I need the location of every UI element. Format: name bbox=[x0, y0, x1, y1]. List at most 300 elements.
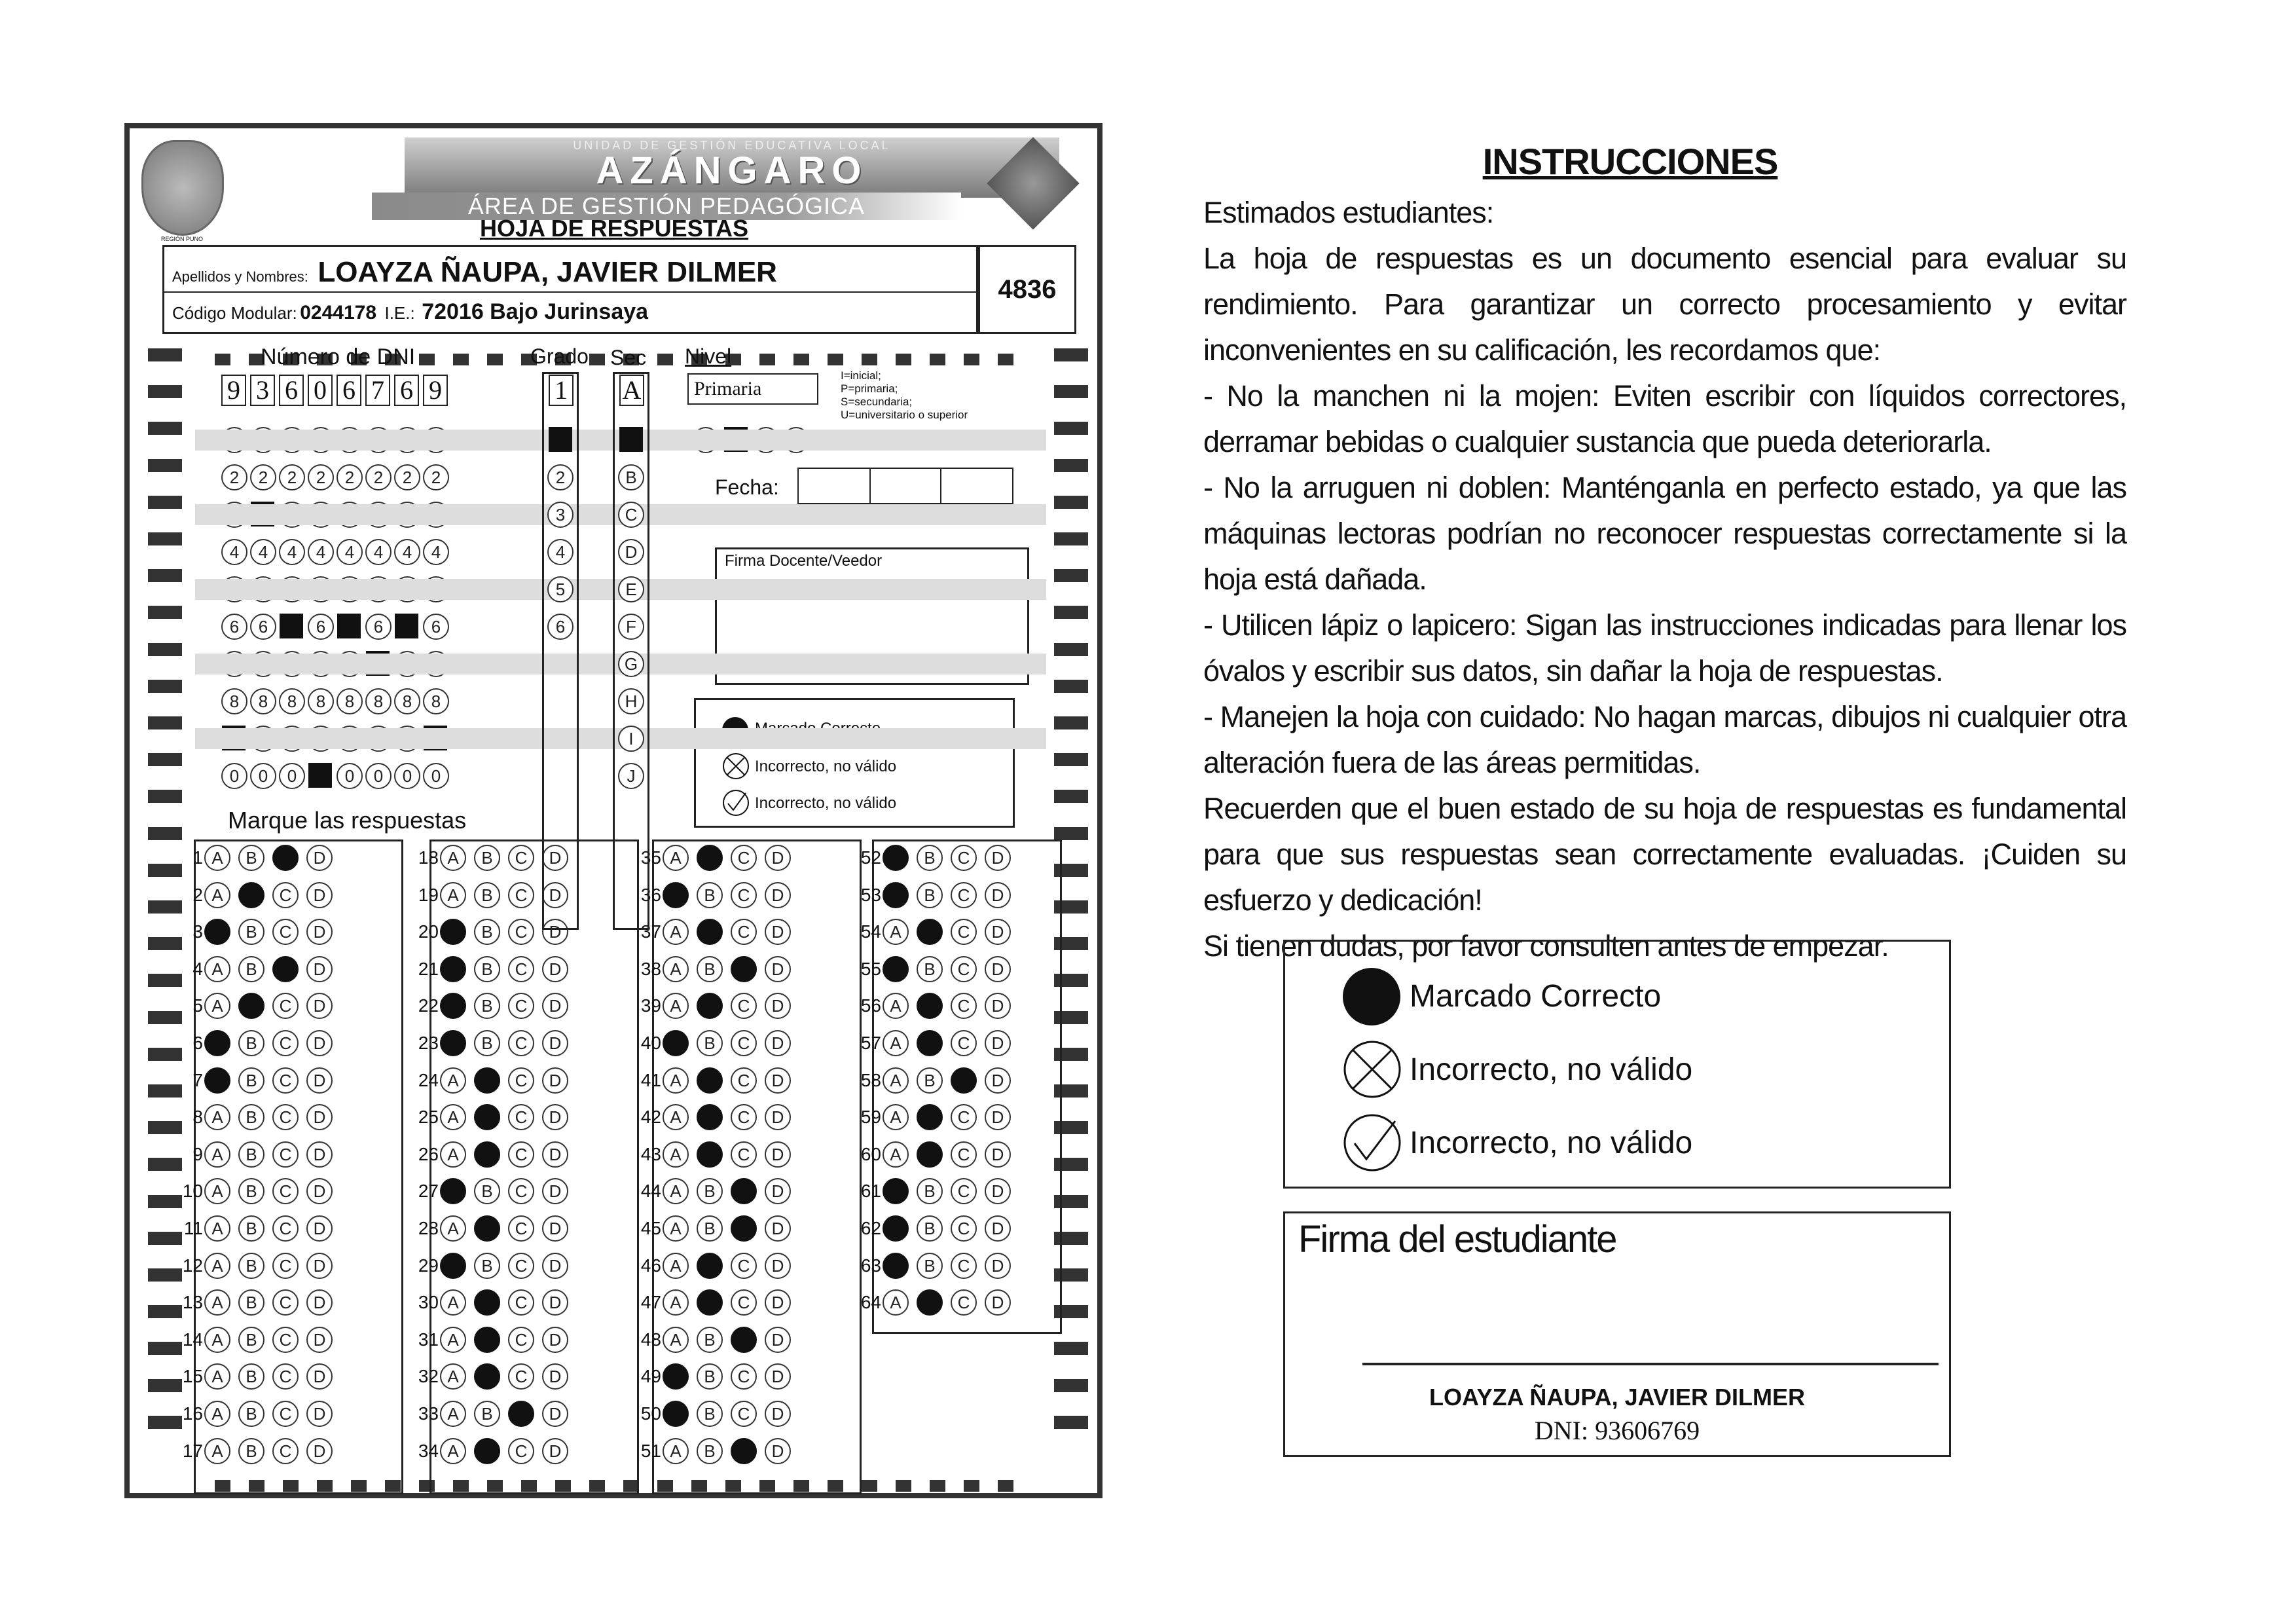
answer-bubble-c[interactable]: C bbox=[951, 1030, 977, 1056]
answer-bubble-d[interactable]: D bbox=[306, 1030, 333, 1056]
answer-bubble-b[interactable]: B bbox=[238, 845, 264, 871]
answer-bubble-a[interactable]: A bbox=[440, 845, 466, 871]
answer-bubble-d[interactable]: D bbox=[765, 1363, 791, 1390]
answer-bubble-a[interactable]: A bbox=[883, 1141, 909, 1168]
answer-bubble-a[interactable]: A bbox=[440, 1215, 466, 1242]
answer-bubble-c[interactable]: C bbox=[951, 1289, 977, 1316]
answer-bubble-c[interactable]: C bbox=[272, 1178, 299, 1204]
answer-bubble-c[interactable] bbox=[508, 1401, 534, 1427]
answer-bubble-b[interactable]: B bbox=[238, 1327, 264, 1353]
answer-bubble-c[interactable]: C bbox=[272, 1253, 299, 1279]
sec-bubble[interactable]: E bbox=[618, 576, 644, 602]
answer-bubble-b[interactable]: B bbox=[238, 956, 264, 982]
answer-bubble-d[interactable]: D bbox=[542, 1289, 568, 1316]
answer-bubble-a[interactable] bbox=[440, 919, 466, 945]
answer-bubble-a[interactable] bbox=[204, 919, 230, 945]
answer-bubble-a[interactable] bbox=[883, 882, 909, 908]
answer-bubble-b[interactable]: B bbox=[917, 1215, 943, 1242]
answer-bubble-b[interactable]: B bbox=[238, 1401, 264, 1427]
answer-bubble-c[interactable]: C bbox=[951, 845, 977, 871]
answer-bubble-a[interactable] bbox=[883, 1253, 909, 1279]
answer-bubble-b[interactable]: B bbox=[917, 1067, 943, 1094]
dni-bubble-filled[interactable] bbox=[308, 763, 332, 788]
answer-bubble-a[interactable]: A bbox=[883, 993, 909, 1019]
answer-bubble-c[interactable]: C bbox=[272, 882, 299, 908]
dni-bubble[interactable]: 4 bbox=[279, 539, 305, 565]
answer-bubble-c[interactable]: C bbox=[272, 1289, 299, 1316]
answer-bubble-d[interactable]: D bbox=[765, 1215, 791, 1242]
answer-bubble-b[interactable]: B bbox=[238, 1253, 264, 1279]
answer-bubble-d[interactable]: D bbox=[765, 1030, 791, 1056]
answer-bubble-a[interactable] bbox=[883, 956, 909, 982]
answer-bubble-a[interactable]: A bbox=[663, 1253, 689, 1279]
answer-bubble-b[interactable] bbox=[697, 845, 723, 871]
dni-bubble[interactable]: 0 bbox=[423, 763, 449, 789]
answer-bubble-d[interactable]: D bbox=[765, 956, 791, 982]
answer-bubble-a[interactable] bbox=[663, 882, 689, 908]
answer-bubble-b[interactable] bbox=[474, 1438, 500, 1464]
answer-bubble-a[interactable]: A bbox=[440, 1067, 466, 1094]
answer-bubble-a[interactable]: A bbox=[663, 845, 689, 871]
answer-bubble-b[interactable]: B bbox=[238, 1104, 264, 1130]
answer-bubble-a[interactable]: A bbox=[663, 1327, 689, 1353]
answer-bubble-b[interactable]: B bbox=[917, 1253, 943, 1279]
answer-bubble-a[interactable]: A bbox=[440, 1327, 466, 1353]
dni-bubble[interactable]: 2 bbox=[250, 464, 276, 490]
answer-bubble-b[interactable]: B bbox=[917, 1178, 943, 1204]
answer-bubble-b[interactable] bbox=[474, 1327, 500, 1353]
answer-bubble-a[interactable]: A bbox=[204, 845, 230, 871]
dni-bubble-filled[interactable] bbox=[280, 614, 303, 638]
answer-bubble-a[interactable]: A bbox=[440, 1289, 466, 1316]
answer-bubble-a[interactable]: A bbox=[663, 956, 689, 982]
answer-bubble-d[interactable]: D bbox=[306, 993, 333, 1019]
dni-bubble[interactable]: 6 bbox=[365, 614, 392, 640]
answer-bubble-d[interactable]: D bbox=[985, 845, 1011, 871]
answer-bubble-a[interactable]: A bbox=[204, 1363, 230, 1390]
dni-bubble[interactable]: 0 bbox=[337, 763, 363, 789]
answer-bubble-b[interactable] bbox=[917, 1030, 943, 1056]
dni-bubble[interactable]: 6 bbox=[423, 614, 449, 640]
answer-bubble-a[interactable] bbox=[883, 845, 909, 871]
answer-bubble-d[interactable]: D bbox=[306, 882, 333, 908]
dni-bubble[interactable]: 2 bbox=[394, 464, 420, 490]
answer-bubble-b[interactable] bbox=[697, 919, 723, 945]
answer-bubble-b[interactable]: B bbox=[474, 993, 500, 1019]
answer-bubble-c[interactable]: C bbox=[508, 956, 534, 982]
answer-bubble-b[interactable] bbox=[474, 1141, 500, 1168]
answer-bubble-b[interactable]: B bbox=[917, 882, 943, 908]
answer-bubble-a[interactable]: A bbox=[204, 993, 230, 1019]
answer-bubble-d[interactable]: D bbox=[765, 882, 791, 908]
answer-bubble-d[interactable]: D bbox=[306, 1141, 333, 1168]
answer-bubble-d[interactable]: D bbox=[542, 1215, 568, 1242]
answer-bubble-d[interactable]: D bbox=[306, 1104, 333, 1130]
answer-bubble-c[interactable]: C bbox=[508, 993, 534, 1019]
answer-bubble-b[interactable]: B bbox=[238, 1178, 264, 1204]
answer-bubble-c[interactable]: C bbox=[272, 1363, 299, 1390]
answer-bubble-d[interactable]: D bbox=[985, 1104, 1011, 1130]
answer-bubble-d[interactable]: D bbox=[542, 919, 568, 945]
answer-bubble-c[interactable]: C bbox=[508, 1253, 534, 1279]
answer-bubble-c[interactable] bbox=[272, 956, 299, 982]
answer-bubble-c[interactable]: C bbox=[508, 845, 534, 871]
answer-bubble-d[interactable]: D bbox=[542, 1067, 568, 1094]
answer-bubble-d[interactable]: D bbox=[765, 1327, 791, 1353]
dni-bubble[interactable]: 4 bbox=[394, 539, 420, 565]
answer-bubble-a[interactable] bbox=[204, 1067, 230, 1094]
sec-bubble[interactable]: D bbox=[618, 539, 644, 565]
dni-bubble[interactable]: 2 bbox=[279, 464, 305, 490]
answer-bubble-d[interactable]: D bbox=[542, 845, 568, 871]
sec-bubble[interactable]: I bbox=[618, 726, 644, 752]
answer-bubble-b[interactable]: B bbox=[917, 845, 943, 871]
answer-bubble-d[interactable]: D bbox=[306, 1363, 333, 1390]
answer-bubble-c[interactable]: C bbox=[731, 845, 757, 871]
answer-bubble-b[interactable]: B bbox=[474, 1178, 500, 1204]
sec-bubble-filled[interactable] bbox=[619, 427, 643, 452]
student-signature-box[interactable] bbox=[1283, 1211, 1951, 1457]
answer-bubble-b[interactable]: B bbox=[697, 956, 723, 982]
answer-bubble-a[interactable]: A bbox=[204, 1141, 230, 1168]
answer-bubble-d[interactable]: D bbox=[765, 1141, 791, 1168]
answer-bubble-c[interactable]: C bbox=[731, 1363, 757, 1390]
answer-bubble-b[interactable] bbox=[697, 1104, 723, 1130]
dni-bubble[interactable]: 4 bbox=[423, 539, 449, 565]
answer-bubble-c[interactable]: C bbox=[508, 1327, 534, 1353]
answer-bubble-c[interactable]: C bbox=[272, 919, 299, 945]
answer-bubble-b[interactable] bbox=[917, 1104, 943, 1130]
dni-bubble[interactable]: 4 bbox=[308, 539, 334, 565]
dni-bubble[interactable]: 4 bbox=[365, 539, 392, 565]
answer-bubble-c[interactable]: C bbox=[951, 882, 977, 908]
answer-bubble-a[interactable]: A bbox=[204, 1401, 230, 1427]
answer-bubble-a[interactable]: A bbox=[883, 919, 909, 945]
answer-bubble-d[interactable]: D bbox=[542, 1178, 568, 1204]
answer-bubble-d[interactable]: D bbox=[542, 1253, 568, 1279]
answer-bubble-c[interactable]: C bbox=[508, 1363, 534, 1390]
grado-bubble-filled[interactable] bbox=[549, 427, 572, 452]
answer-bubble-d[interactable]: D bbox=[765, 1401, 791, 1427]
answer-bubble-b[interactable] bbox=[917, 919, 943, 945]
dni-bubble[interactable]: 0 bbox=[365, 763, 392, 789]
answer-bubble-c[interactable]: C bbox=[731, 1030, 757, 1056]
grado-bubble[interactable]: 5 bbox=[547, 576, 574, 602]
answer-bubble-d[interactable]: D bbox=[765, 1178, 791, 1204]
answer-bubble-b[interactable]: B bbox=[474, 956, 500, 982]
answer-bubble-d[interactable]: D bbox=[306, 1438, 333, 1464]
sec-bubble[interactable]: C bbox=[618, 502, 644, 528]
answer-bubble-a[interactable]: A bbox=[663, 1104, 689, 1130]
answer-bubble-d[interactable]: D bbox=[765, 1104, 791, 1130]
answer-bubble-a[interactable]: A bbox=[204, 882, 230, 908]
answer-bubble-c[interactable]: C bbox=[508, 1104, 534, 1130]
answer-bubble-a[interactable]: A bbox=[204, 1438, 230, 1464]
answer-bubble-c[interactable]: C bbox=[508, 1067, 534, 1094]
answer-bubble-b[interactable]: B bbox=[474, 845, 500, 871]
answer-bubble-a[interactable]: A bbox=[204, 1327, 230, 1353]
dni-bubble[interactable]: 8 bbox=[250, 688, 276, 714]
answer-bubble-c[interactable]: C bbox=[508, 1030, 534, 1056]
answer-bubble-c[interactable]: C bbox=[731, 1141, 757, 1168]
answer-bubble-d[interactable]: D bbox=[542, 1438, 568, 1464]
answer-bubble-a[interactable]: A bbox=[204, 956, 230, 982]
sec-bubble[interactable]: B bbox=[618, 464, 644, 490]
answer-bubble-a[interactable]: A bbox=[440, 882, 466, 908]
answer-bubble-a[interactable]: A bbox=[883, 1067, 909, 1094]
answer-bubble-d[interactable]: D bbox=[765, 1067, 791, 1094]
answer-bubble-b[interactable]: B bbox=[697, 1401, 723, 1427]
answer-bubble-c[interactable]: C bbox=[508, 1289, 534, 1316]
answer-bubble-a[interactable] bbox=[440, 1030, 466, 1056]
answer-bubble-a[interactable]: A bbox=[663, 1178, 689, 1204]
grado-bubble[interactable]: 3 bbox=[547, 502, 574, 528]
answer-bubble-d[interactable]: D bbox=[542, 1030, 568, 1056]
answer-bubble-d[interactable]: D bbox=[306, 1215, 333, 1242]
answer-bubble-b[interactable] bbox=[697, 1141, 723, 1168]
answer-bubble-c[interactable]: C bbox=[731, 882, 757, 908]
answer-bubble-c[interactable] bbox=[951, 1067, 977, 1094]
answer-bubble-c[interactable]: C bbox=[951, 1178, 977, 1204]
sec-bubble[interactable]: F bbox=[618, 614, 644, 640]
dni-bubble[interactable]: 6 bbox=[250, 614, 276, 640]
answer-bubble-c[interactable]: C bbox=[272, 1401, 299, 1427]
answer-bubble-c[interactable] bbox=[731, 1215, 757, 1242]
answer-bubble-b[interactable] bbox=[917, 1141, 943, 1168]
answer-bubble-c[interactable]: C bbox=[951, 1253, 977, 1279]
answer-bubble-b[interactable]: B bbox=[474, 919, 500, 945]
answer-bubble-c[interactable]: C bbox=[272, 1215, 299, 1242]
answer-bubble-b[interactable]: B bbox=[238, 1438, 264, 1464]
dni-bubble-filled[interactable] bbox=[337, 614, 361, 638]
answer-bubble-b[interactable]: B bbox=[697, 1178, 723, 1204]
dni-bubble[interactable]: 6 bbox=[221, 614, 247, 640]
answer-bubble-b[interactable] bbox=[697, 1253, 723, 1279]
answer-bubble-b[interactable] bbox=[474, 1215, 500, 1242]
answer-bubble-b[interactable]: B bbox=[474, 1030, 500, 1056]
answer-bubble-c[interactable]: C bbox=[272, 1104, 299, 1130]
answer-bubble-b[interactable] bbox=[697, 1067, 723, 1094]
answer-bubble-c[interactable]: C bbox=[731, 993, 757, 1019]
answer-bubble-d[interactable]: D bbox=[306, 919, 333, 945]
answer-bubble-d[interactable]: D bbox=[306, 845, 333, 871]
dni-bubble[interactable]: 8 bbox=[365, 688, 392, 714]
answer-bubble-d[interactable]: D bbox=[542, 882, 568, 908]
answer-bubble-c[interactable]: C bbox=[272, 1438, 299, 1464]
answer-bubble-d[interactable]: D bbox=[765, 845, 791, 871]
answer-bubble-a[interactable]: A bbox=[883, 1030, 909, 1056]
answer-bubble-a[interactable] bbox=[663, 1401, 689, 1427]
answer-bubble-d[interactable]: D bbox=[985, 1067, 1011, 1094]
answer-bubble-d[interactable]: D bbox=[765, 1289, 791, 1316]
answer-bubble-a[interactable]: A bbox=[204, 1289, 230, 1316]
answer-bubble-c[interactable]: C bbox=[272, 1067, 299, 1094]
answer-bubble-a[interactable]: A bbox=[204, 1215, 230, 1242]
answer-bubble-d[interactable]: D bbox=[765, 1438, 791, 1464]
dni-bubble[interactable]: 4 bbox=[221, 539, 247, 565]
answer-bubble-b[interactable]: B bbox=[697, 882, 723, 908]
dni-bubble[interactable]: 8 bbox=[221, 688, 247, 714]
answer-bubble-a[interactable]: A bbox=[883, 1289, 909, 1316]
answer-bubble-c[interactable] bbox=[272, 845, 299, 871]
answer-bubble-b[interactable]: B bbox=[238, 1363, 264, 1390]
answer-bubble-b[interactable]: B bbox=[238, 1141, 264, 1168]
answer-bubble-a[interactable]: A bbox=[204, 1104, 230, 1130]
answer-bubble-d[interactable]: D bbox=[306, 1178, 333, 1204]
dni-bubble[interactable]: 2 bbox=[365, 464, 392, 490]
dni-bubble[interactable]: 2 bbox=[423, 464, 449, 490]
answer-bubble-a[interactable]: A bbox=[663, 1215, 689, 1242]
answer-bubble-d[interactable]: D bbox=[985, 993, 1011, 1019]
dni-bubble[interactable]: 4 bbox=[250, 539, 276, 565]
answer-bubble-b[interactable]: B bbox=[697, 1438, 723, 1464]
answer-bubble-d[interactable]: D bbox=[765, 919, 791, 945]
dni-bubble[interactable]: 6 bbox=[308, 614, 334, 640]
answer-bubble-c[interactable]: C bbox=[951, 956, 977, 982]
answer-bubble-a[interactable]: A bbox=[440, 1438, 466, 1464]
answer-bubble-d[interactable]: D bbox=[765, 1253, 791, 1279]
answer-bubble-b[interactable]: B bbox=[238, 919, 264, 945]
answer-bubble-c[interactable]: C bbox=[951, 993, 977, 1019]
answer-bubble-d[interactable]: D bbox=[306, 956, 333, 982]
fecha-box[interactable] bbox=[797, 468, 1013, 504]
answer-bubble-b[interactable]: B bbox=[697, 1327, 723, 1353]
answer-bubble-d[interactable]: D bbox=[985, 956, 1011, 982]
answer-bubble-b[interactable]: B bbox=[917, 956, 943, 982]
answer-bubble-d[interactable]: D bbox=[985, 1289, 1011, 1316]
answer-bubble-b[interactable]: B bbox=[238, 1067, 264, 1094]
answer-bubble-d[interactable]: D bbox=[542, 1104, 568, 1130]
answer-bubble-c[interactable]: C bbox=[731, 1253, 757, 1279]
sec-bubble[interactable]: G bbox=[618, 651, 644, 677]
answer-bubble-c[interactable]: C bbox=[731, 1104, 757, 1130]
answer-bubble-a[interactable] bbox=[883, 1215, 909, 1242]
answer-bubble-c[interactable] bbox=[731, 1327, 757, 1353]
answer-bubble-c[interactable]: C bbox=[272, 1030, 299, 1056]
answer-bubble-b[interactable]: B bbox=[697, 1363, 723, 1390]
answer-bubble-a[interactable]: A bbox=[663, 1067, 689, 1094]
grado-bubble[interactable]: 2 bbox=[547, 464, 574, 490]
answer-bubble-c[interactable]: C bbox=[731, 1289, 757, 1316]
dni-bubble[interactable]: 2 bbox=[221, 464, 247, 490]
answer-bubble-c[interactable] bbox=[731, 956, 757, 982]
answer-bubble-c[interactable]: C bbox=[508, 882, 534, 908]
answer-bubble-d[interactable]: D bbox=[542, 1363, 568, 1390]
answer-bubble-a[interactable]: A bbox=[204, 1253, 230, 1279]
answer-bubble-b[interactable] bbox=[474, 1067, 500, 1094]
answer-bubble-c[interactable]: C bbox=[272, 1141, 299, 1168]
answer-bubble-c[interactable]: C bbox=[951, 1215, 977, 1242]
answer-bubble-d[interactable]: D bbox=[542, 993, 568, 1019]
answer-bubble-c[interactable]: C bbox=[951, 919, 977, 945]
grado-bubble[interactable]: 6 bbox=[547, 614, 574, 640]
sec-bubble[interactable]: J bbox=[618, 763, 644, 789]
answer-bubble-a[interactable] bbox=[204, 1030, 230, 1056]
dni-bubble[interactable]: 2 bbox=[308, 464, 334, 490]
sec-bubble[interactable]: H bbox=[618, 688, 644, 714]
answer-bubble-c[interactable] bbox=[731, 1438, 757, 1464]
answer-bubble-b[interactable]: B bbox=[238, 1030, 264, 1056]
answer-bubble-b[interactable] bbox=[697, 1289, 723, 1316]
answer-bubble-a[interactable]: A bbox=[440, 1104, 466, 1130]
answer-bubble-d[interactable]: D bbox=[985, 919, 1011, 945]
answer-bubble-a[interactable]: A bbox=[883, 1104, 909, 1130]
dni-bubble[interactable]: 8 bbox=[308, 688, 334, 714]
dni-bubble-filled[interactable] bbox=[395, 614, 418, 638]
answer-bubble-a[interactable]: A bbox=[440, 1363, 466, 1390]
answer-bubble-c[interactable]: C bbox=[731, 1067, 757, 1094]
dni-bubble[interactable]: 8 bbox=[394, 688, 420, 714]
answer-bubble-d[interactable]: D bbox=[985, 882, 1011, 908]
answer-bubble-c[interactable]: C bbox=[951, 1104, 977, 1130]
answer-bubble-c[interactable]: C bbox=[731, 1401, 757, 1427]
answer-bubble-d[interactable]: D bbox=[542, 1401, 568, 1427]
answer-bubble-d[interactable]: D bbox=[985, 1253, 1011, 1279]
dni-bubble[interactable]: 4 bbox=[337, 539, 363, 565]
answer-bubble-a[interactable]: A bbox=[663, 1141, 689, 1168]
answer-bubble-b[interactable]: B bbox=[474, 1253, 500, 1279]
answer-bubble-b[interactable] bbox=[917, 1289, 943, 1316]
answer-bubble-d[interactable]: D bbox=[542, 1141, 568, 1168]
answer-bubble-c[interactable]: C bbox=[508, 919, 534, 945]
answer-bubble-b[interactable] bbox=[474, 1104, 500, 1130]
answer-bubble-d[interactable]: D bbox=[985, 1030, 1011, 1056]
answer-bubble-d[interactable]: D bbox=[306, 1327, 333, 1353]
answer-bubble-a[interactable] bbox=[440, 1253, 466, 1279]
answer-bubble-d[interactable]: D bbox=[542, 1327, 568, 1353]
answer-bubble-a[interactable] bbox=[440, 956, 466, 982]
grado-bubble[interactable]: 4 bbox=[547, 539, 574, 565]
answer-bubble-c[interactable]: C bbox=[272, 1327, 299, 1353]
answer-bubble-d[interactable]: D bbox=[985, 1178, 1011, 1204]
dni-bubble[interactable]: 0 bbox=[250, 763, 276, 789]
answer-bubble-d[interactable]: D bbox=[306, 1401, 333, 1427]
answer-bubble-d[interactable]: D bbox=[306, 1067, 333, 1094]
dni-bubble[interactable]: 8 bbox=[423, 688, 449, 714]
answer-bubble-b[interactable] bbox=[474, 1289, 500, 1316]
answer-bubble-c[interactable]: C bbox=[272, 993, 299, 1019]
answer-bubble-a[interactable]: A bbox=[440, 1401, 466, 1427]
answer-bubble-d[interactable]: D bbox=[985, 1215, 1011, 1242]
dni-bubble[interactable]: 0 bbox=[279, 763, 305, 789]
answer-bubble-d[interactable]: D bbox=[985, 1141, 1011, 1168]
answer-bubble-d[interactable]: D bbox=[542, 956, 568, 982]
dni-bubble[interactable]: 0 bbox=[394, 763, 420, 789]
answer-bubble-b[interactable]: B bbox=[474, 1401, 500, 1427]
answer-bubble-d[interactable]: D bbox=[306, 1289, 333, 1316]
answer-bubble-c[interactable]: C bbox=[508, 1215, 534, 1242]
answer-bubble-b[interactable]: B bbox=[474, 882, 500, 908]
dni-bubble[interactable]: 2 bbox=[337, 464, 363, 490]
answer-bubble-a[interactable]: A bbox=[663, 1438, 689, 1464]
answer-bubble-b[interactable] bbox=[238, 882, 264, 908]
dni-bubble[interactable]: 8 bbox=[337, 688, 363, 714]
answer-bubble-a[interactable] bbox=[663, 1030, 689, 1056]
answer-bubble-c[interactable]: C bbox=[508, 1141, 534, 1168]
answer-bubble-a[interactable]: A bbox=[204, 1178, 230, 1204]
answer-bubble-b[interactable]: B bbox=[697, 1215, 723, 1242]
answer-bubble-a[interactable]: A bbox=[440, 1141, 466, 1168]
answer-bubble-c[interactable]: C bbox=[508, 1178, 534, 1204]
answer-bubble-b[interactable]: B bbox=[238, 1215, 264, 1242]
dni-bubble[interactable]: 0 bbox=[221, 763, 247, 789]
answer-bubble-b[interactable]: B bbox=[697, 1030, 723, 1056]
answer-bubble-c[interactable]: C bbox=[731, 919, 757, 945]
answer-bubble-c[interactable]: C bbox=[951, 1141, 977, 1168]
dni-bubble[interactable]: 8 bbox=[279, 688, 305, 714]
answer-bubble-a[interactable]: A bbox=[663, 993, 689, 1019]
answer-bubble-a[interactable]: A bbox=[663, 919, 689, 945]
